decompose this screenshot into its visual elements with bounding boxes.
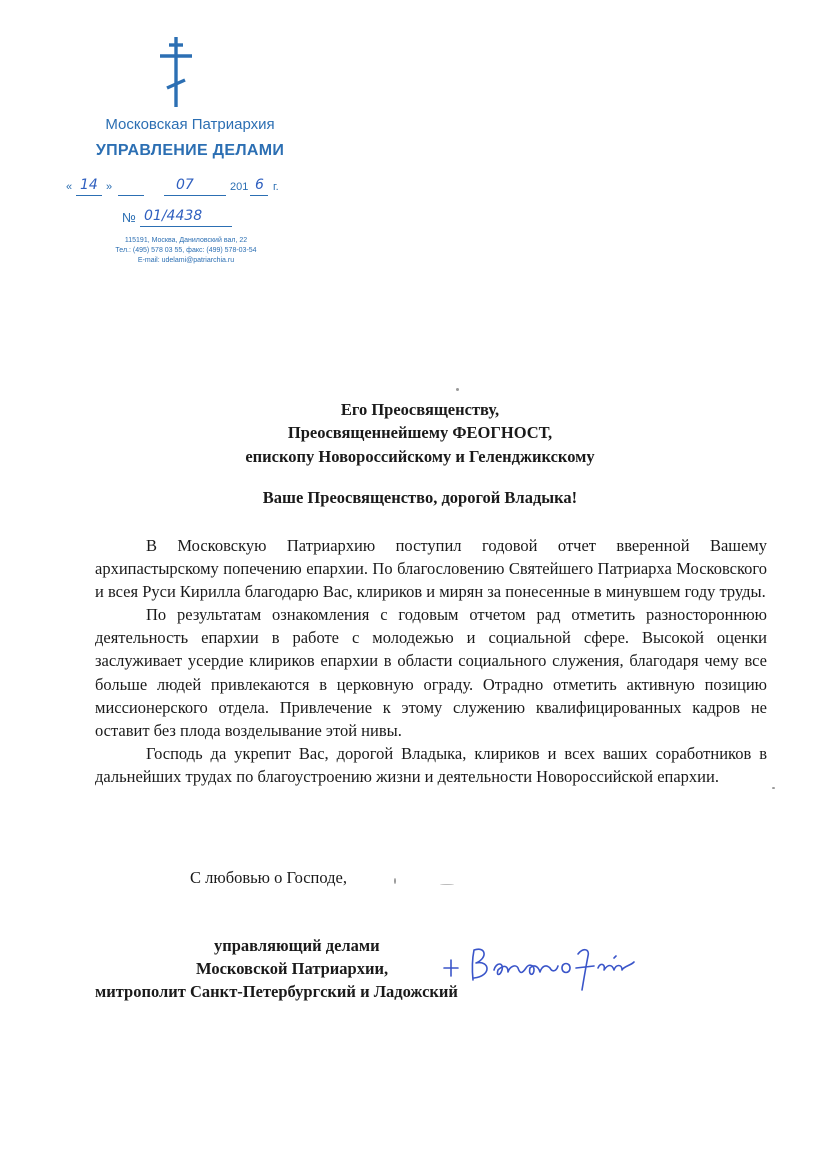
body-paragraph-2: По результатам ознакомления с годовым отчетом рад отметить разностороннюю деятельность епархии в работе с молодежью и социальной сфере. Высокой оценки заслуживает усердие клириков епархии в области социального служения, благодаря чему все больше людей привлекаются в церковную ограду. Отрадно отметить активную позицию миссионерского отдела. Привлечение к этому служению квалифицированных кадров не оставит без плода возделывание этой нивы. bbox=[95, 605, 767, 740]
number-prefix: № bbox=[122, 210, 136, 225]
body-paragraph-3: Господь да укрепит Вас, дорогой Владыка, клириков и всех ваших соработников в дальнейших трудах по благоустроению жизни и деятельности Новороссийской епархии. bbox=[95, 743, 767, 786]
date-close-quote: » bbox=[106, 181, 113, 193]
date-line bbox=[66, 178, 296, 198]
addressee-line-2: Преосвященнейшему ФЕОГНОСТ, bbox=[287, 423, 553, 442]
date-open-quote: « bbox=[66, 181, 73, 193]
signatory-line-2: Московской Патриархии, bbox=[196, 959, 389, 978]
department-name: УПРАВЛЕНИЕ ДЕЛАМИ bbox=[95, 142, 285, 159]
contacts-address: 115191, Москва, Даниловский вал, 22 bbox=[124, 237, 248, 244]
body-paragraph-1: В Московскую Патриархию поступил годовой отчет вверенной Вашему архипастырскому попечению епархии. По благословению Святейшего Патриарха Московского и всея Руси Кирилла благодарю Вас, клириков и мирян за понесенные в минувшем году труды. bbox=[95, 536, 767, 602]
addressee-line-1: Его Преосвященству, bbox=[340, 400, 500, 419]
handwritten-signature bbox=[438, 938, 658, 996]
orthodox-cross-icon bbox=[158, 36, 194, 108]
closing-phrase: С любовью о Господе, bbox=[190, 868, 347, 887]
date-year-unit: г. bbox=[273, 181, 279, 193]
org-name: Московская Патриархия bbox=[105, 116, 275, 133]
signatory-line-3: митрополит Санкт-Петербургский и Ладожский bbox=[95, 982, 458, 1001]
date-year-suffix: 6 bbox=[255, 177, 264, 193]
contacts-email: E-mail: udelami@patriarchia.ru bbox=[137, 257, 235, 264]
signatory-line-1: управляющий делами bbox=[214, 936, 380, 955]
date-month: 07 bbox=[176, 177, 194, 193]
contacts-block bbox=[86, 236, 286, 266]
letter-body bbox=[95, 534, 767, 788]
addressee-line-3: епископу Новороссийскому и Геленджикскому bbox=[245, 447, 595, 466]
outgoing-number bbox=[122, 208, 242, 228]
contacts-phone: Тел.: (495) 578 03 55, факс: (499) 578-03-54 bbox=[115, 247, 257, 254]
date-year-prefix: 201 bbox=[230, 181, 249, 193]
number-value: 01/4438 bbox=[144, 208, 203, 224]
salutation: Ваше Преосвященство, дорогой Владыка! bbox=[262, 488, 578, 507]
date-day: 14 bbox=[80, 177, 98, 193]
